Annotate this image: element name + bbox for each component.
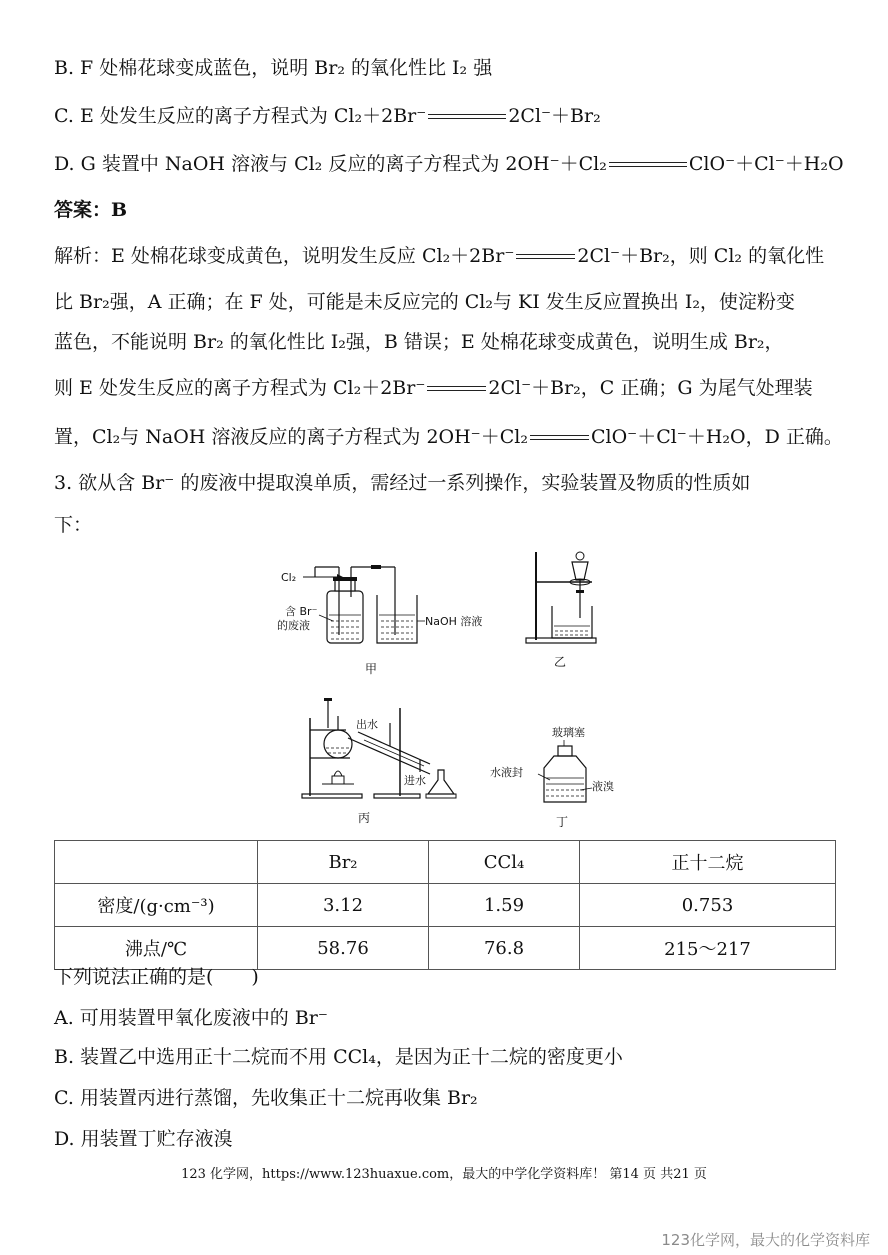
apparatus-ding-diagram: [488, 722, 618, 830]
equals-sign-icon: [514, 244, 577, 268]
table-cell: 1.59: [429, 884, 580, 927]
page-footer: 123 化学网，https://www.123huaxue.com，最大的中学化学资料库！ 第14 页 共21 页: [181, 1167, 707, 1182]
table-header-cell: Br₂: [258, 841, 429, 884]
q3-option-b: B. 装置乙中选用正十二烷而不用 CCl₄，是因为正十二烷的密度更小: [54, 1046, 623, 1068]
q3-option-c: C. 用装置丙进行蒸馏，先收集正十二烷再收集 Br₂: [54, 1087, 478, 1109]
analysis-line-1: [54, 244, 844, 268]
q2-answer: 答案：B: [54, 199, 128, 221]
analysis-line-5: [54, 425, 844, 449]
equals-sign-icon: [528, 425, 591, 449]
analysis-line-1-left: 解析：E 处棉花球变成黄色，说明发生反应 Cl₂＋2Br⁻: [54, 245, 515, 267]
cl2-inlet-label: Cl₂: [281, 571, 297, 584]
waste-label-1: 含 Br⁻: [285, 605, 318, 618]
q2-option-c-right: 2Cl⁻＋Br₂: [508, 105, 601, 127]
table-cell: 0.753: [580, 884, 836, 927]
table-cell: 58.76: [258, 927, 429, 970]
apparatus-bing-diagram: [298, 688, 478, 828]
water-seal-label: 水液封: [490, 766, 523, 779]
water-out-label: 出水: [356, 718, 378, 731]
table-header-cell: 正十二烷: [580, 841, 836, 884]
q3-option-a: A. 可用装置甲氧化废液中的 Br⁻: [54, 1007, 328, 1029]
table-cell: 3.12: [258, 884, 429, 927]
q3-option-d: D. 用装置丁贮存液溴: [54, 1128, 233, 1150]
liquid-bromine-label: 液溴: [592, 780, 614, 793]
table-header-row: [55, 841, 836, 884]
q3-stem-line-2: 下：: [54, 514, 93, 536]
caption-bing: 丙: [358, 811, 371, 825]
table-header-cell: CCl₄: [429, 841, 580, 884]
table-cell: 76.8: [429, 927, 580, 970]
equals-sign-icon: [426, 104, 508, 128]
equals-sign-icon: [425, 376, 488, 400]
table-row-label: 沸点/℃: [55, 927, 258, 970]
naoh-solution-label: NaOH 溶液: [425, 615, 483, 628]
water-in-label: 进水: [404, 774, 426, 787]
q2-option-d-right: ClO⁻＋Cl⁻＋H₂O: [688, 153, 844, 175]
q2-option-c-left: C. E 处发生反应的离子方程式为 Cl₂＋2Br⁻: [54, 105, 427, 127]
apparatus-jia-diagram: [275, 555, 515, 680]
table-row-label: 密度/(g·cm⁻³): [55, 884, 258, 927]
analysis-line-1-right: 2Cl⁻＋Br₂，则 Cl₂ 的氧化性: [577, 245, 825, 267]
caption-ding: 丁: [556, 815, 569, 829]
table-row: [55, 884, 836, 927]
watermark: 123化学网，最大的化学资料库: [661, 1231, 870, 1249]
table-header-cell: [55, 841, 258, 884]
caption-jia: 甲: [365, 662, 378, 676]
q2-option-d: [54, 152, 844, 176]
q2-option-d-left: D. G 装置中 NaOH 溶液与 Cl₂ 反应的离子方程式为 2OH⁻＋Cl₂: [54, 153, 607, 175]
analysis-line-3: 蓝色，不能说明 Br₂ 的氧化性比 I₂强，B 错误；E 处棉花球变成黄色，说明生成 Br₂，: [54, 331, 784, 353]
analysis-line-4-right: 2Cl⁻＋Br₂，C 正确；G 为尾气处理装: [488, 377, 813, 399]
waste-label-2: 的废液: [277, 619, 310, 632]
analysis-line-5-right: ClO⁻＋Cl⁻＋H₂O，D 正确。: [590, 426, 843, 448]
apparatus-yi-diagram: [522, 548, 612, 673]
q3-prompt: 下列说法正确的是( ): [54, 966, 259, 988]
analysis-line-5-left: 置，Cl₂与 NaOH 溶液反应的离子方程式为 2OH⁻＋Cl₂: [54, 426, 528, 448]
analysis-line-2: 比 Br₂强，A 正确；在 F 处，可能是未反应完的 Cl₂与 KI 发生反应置换出 I₂，使淀粉变: [54, 291, 795, 313]
table-row: [55, 927, 836, 970]
analysis-line-4-left: 则 E 处发生反应的离子方程式为 Cl₂＋2Br⁻: [54, 377, 426, 399]
q3-stem-line-1: 3. 欲从含 Br⁻ 的废液中提取溴单质，需经过一系列操作，实验装置及物质的性质如: [54, 472, 751, 494]
equals-sign-icon: [607, 152, 689, 176]
table-cell: 215～217: [580, 927, 836, 970]
glass-stopper-label: 玻璃塞: [552, 726, 585, 739]
properties-table: [54, 840, 836, 970]
q2-option-c: [54, 104, 844, 128]
caption-yi: 乙: [554, 655, 567, 669]
analysis-line-4: [54, 376, 844, 400]
q2-option-b: B. F 处棉花球变成蓝色，说明 Br₂ 的氧化性比 I₂ 强: [54, 57, 493, 79]
